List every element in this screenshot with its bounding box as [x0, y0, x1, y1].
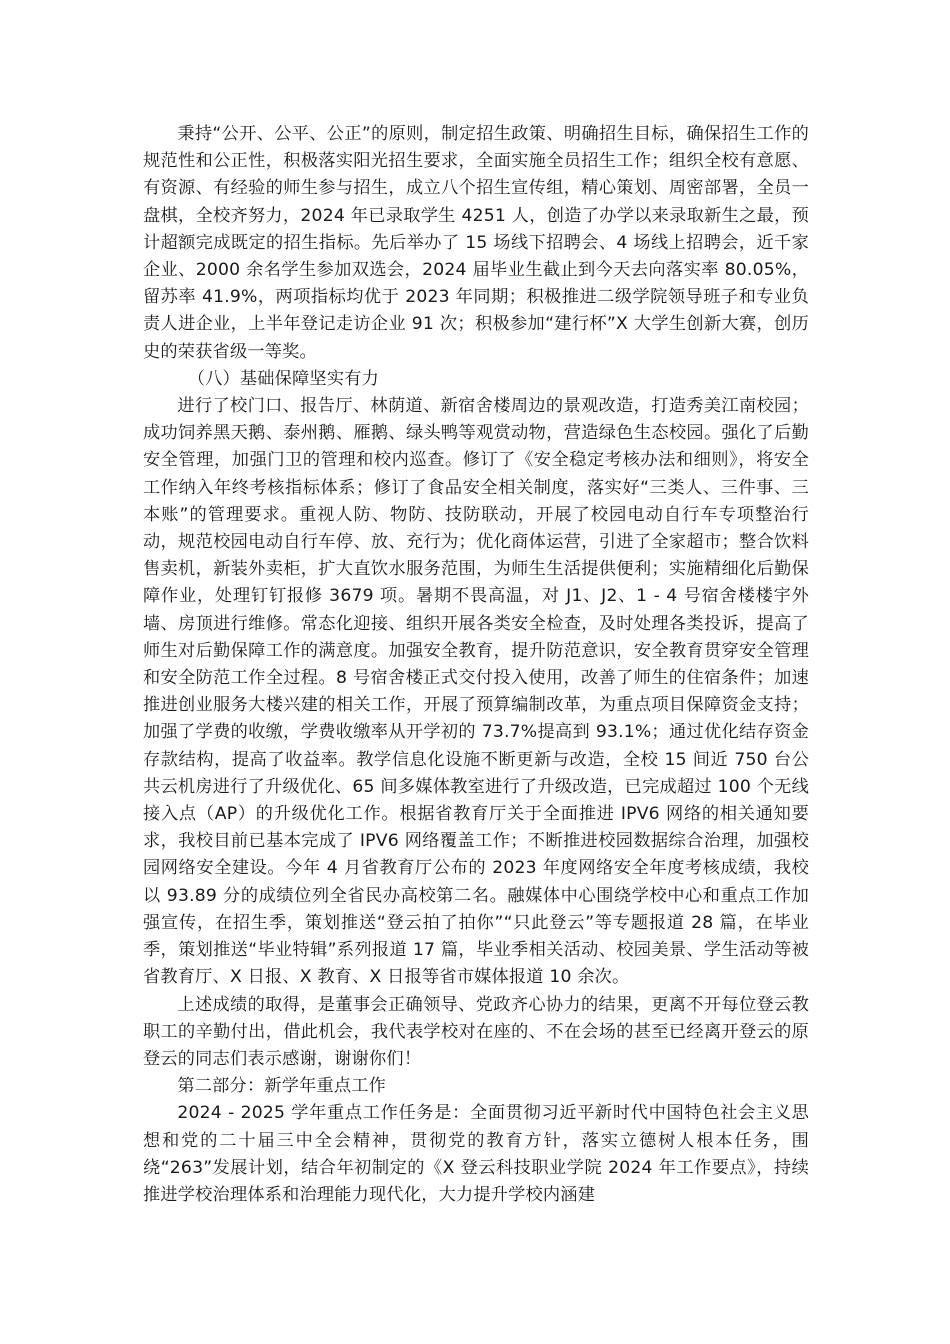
part-two-heading: 第二部分：新学年重点工作	[177, 1076, 387, 1097]
paragraph-admissions-employment: 秉持“公开、公平、公正”的原则，制定招生政策、明确招生目标，确保招生工作的规范性和公正性，积极落实阳光招生要求，全面实施全员招生工作；组织全校有意愿、有资源、有经验的师生参与招生，成立八个招生宣传组，精心策划、周密部署，全员一盘棋，全校齐努力，2024 年已录取学生 4251 人，创造了办学以来录取新生之最，预计超额完成既定的招生指标。先后举办了 15 场线下招聘会、4 场线上招聘会，近千家企业、2000 余名学生参加双选会，2024 届毕业生截止到今天去向落实率 80.05%，留苏率 41.9%，两项指标均优于 2023 年同期；积极推进二级学院领导班子和专业负责人进企业，上半年登记走访企业 91 次；积极参加“建行杯”X 大学生创新大赛，创历史的荣获省级一等奖。	[143, 124, 809, 362]
paragraph-infrastructure-logistics: 进行了校门口、报告厅、林荫道、新宿舍楼周边的景观改造，打造秀美江南校园；成功饲养黑天鹅、泰州鹅、雁鹅、绿头鸭等观赏动物，营造绿色生态校园。强化了后勤安全管理，加强门卫的管理和校内巡查。修订了《安全稳定考核办法和细则》，将安全工作纳入年终考核指标体系；修订了食品安全相关制度，落实好“三类人、三件事、三本账”的管理要求。重视人防、物防、技防联动，开展了校园电动自行车专项整治行动，规范校园电动自行车停、放、充行为；优化商体运营，引进了全家超市；整合饮料售卖机，新装外卖柜，扩大直饮水服务范围，为师生生活提供便利；实施精细化后勤保障作业，处理钉钉报修 3679 项。暑期不畏高温，对 J1、J2、1 - 4 号宿舍楼楼宇外墙、房顶进行维修。常态化迎接、组织开展各类安全检查，及时处理各类投诉，提高了师生对后勤保障工作的满意度。加强安全教育，提升防范意识，安全教育贯穿安全管理和安全防范工作全过程。8 号宿舍楼正式交付投入使用，改善了师生的住宿条件；加速推进创业服务大楼兴建的相关工作，开展了预算编制改革，为重点项目保障资金支持；加强了学费的收缴，学费收缴率从开学初的 73.7%提高到 93.1%；通过优化结存资金存款结构，提高了收益率。教学信息化设施不断更新与改造，全校 15 间近 750 台公共云机房进行了升级优化、65 间多媒体教室进行了升级改造，已完成超过 100 个无线接入点（AP）的升级优化工作。根据省教育厅关于全面推进 IPV6 网络的相关通知要求，我校目前已基本完成了 IPV6 网络覆盖工作；不断推进校园数据综合治理，加强校园网络安全建设。今年 4 月省教育厅公布的 2023 年度网络安全年度考核成绩，我校以 93.89 分的成绩位列全省民办高校第二名。融媒体中心围绕学校中心和重点工作加强宣传，在招生季，策划推送“登云拍了拍你”“只此登云”等专题报道 28 篇，在毕业季，策划推送“毕业特辑”系列报道 17 篇，毕业季相关活动、校园美景、学生活动等被省教育厅、X 日报、X 教育、X 日报等省市媒体报道 10 余次。	[143, 396, 809, 988]
section-heading-infrastructure: （八）基础保障坚实有力	[187, 368, 379, 389]
paragraph-key-tasks: 2024 - 2025 学年重点工作任务是：全面贯彻习近平新时代中国特色社会主义思想和党的二十届三中全会精神，贯彻党的教育方针，落实立德树人根本任务，围绕“263”发展计划，结合年初制定的《X 登云科技职业学院 2024 年工作要点》，持续推进学校治理体系和治理能力现代化，大力提升学校内涵建	[143, 1103, 809, 1205]
paragraph-acknowledgement: 上述成绩的取得，是董事会正确领导、党政齐心协力的结果，更离不开每位登云教职工的辛勤付出，借此机会，我代表学校对在座的、不在会场的甚至已经离开登云的原登云的同志们表示感谢，谢谢你们！	[143, 994, 809, 1069]
document-page	[143, 121, 809, 1209]
